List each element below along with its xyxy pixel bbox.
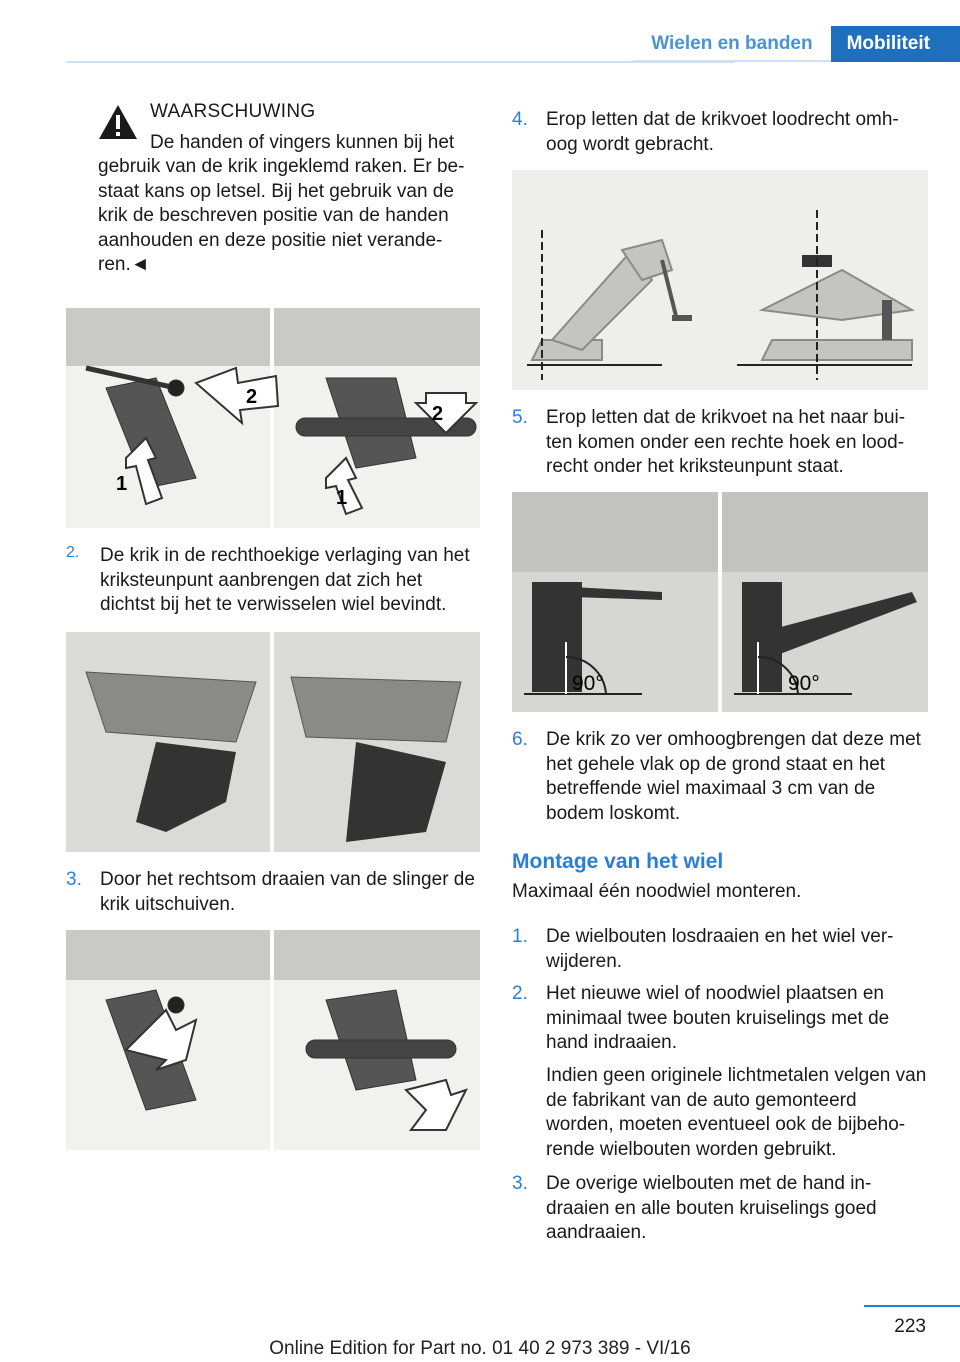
step-4-number: 4. (512, 109, 528, 130)
header-section-tab[interactable]: Wielen en banden (633, 26, 830, 62)
figure-jack-vertical-alignment (512, 170, 928, 390)
step-5-text: Erop letten dat de krikvoet na het naar bui- ten komen onder een rechte hoek en lood- recht onder het kriksteunpunt staat. (546, 407, 906, 477)
section-title: Montage van het wiel (512, 850, 724, 873)
figure-jack-handle-position (66, 308, 480, 528)
warning-line-1: De handen of vingers kunnen bij het (150, 131, 455, 153)
step-6-text: De krik zo ver omhoogbrengen dat deze met het gehele vlak op de grond staat en het betreffende wiel maximaal 3 cm van de bodem loskomt. (546, 729, 921, 824)
mount-step-3-text: De overige wielbouten met de hand in- draaien en alle bouten kruiselings goed aandraaien. (546, 1173, 877, 1243)
figure1-label-c: 2 (432, 403, 444, 425)
left-column (98, 100, 482, 278)
step-3 (66, 868, 480, 917)
figure-jack-right-angle (512, 492, 928, 712)
page-number: 223 (894, 1316, 926, 1337)
warning-triangle-icon (98, 104, 138, 140)
header-tabs (633, 26, 960, 62)
step-5-number: 5. (512, 407, 528, 428)
step-6-number: 6. (512, 729, 528, 750)
mount-step-2-text: Het nieuwe wiel of noodwiel plaatsen en minimaal twee bouten kruiselings met de hand indraaien. (546, 983, 890, 1053)
figure-jack-extending (66, 930, 480, 1150)
footer-edition: Online Edition for Part no. 01 40 2 973 389 - VI/16 (269, 1338, 691, 1359)
mount-step-2-number: 2. (512, 983, 528, 1004)
mount-step-1 (512, 925, 928, 974)
figure5-angle-right: 90° (788, 672, 820, 695)
step-3-number: 3. (66, 869, 82, 890)
mount-step-2-note-text: Indien geen originele lichtmetalen velgen van de fabrikant van de auto gemonteerd worden, moeten eventueel ook de bijbeho- rende wielbouten worden gebruikt. (546, 1065, 927, 1160)
mount-step-1-text: De wielbouten losdraaien en het wiel ver- wijderen. (546, 926, 894, 972)
mount-step-3-number: 3. (512, 1173, 528, 1194)
step-4-text: Erop letten dat de krikvoet loodrecht omh- oog wordt gebracht. (546, 109, 899, 155)
mount-step-2-note (546, 1064, 928, 1162)
warning-block (98, 100, 482, 278)
mount-step-1-number: 1. (512, 926, 528, 947)
figure1-label-d: 1 (336, 487, 348, 509)
step-2-number: 2. (66, 544, 80, 561)
step-2-text: De krik in de rechthoekige verlaging van het kriksteunpunt aanbrengen dat zich het dichtst bij het te verwisselen wiel bevindt. (100, 545, 470, 615)
section-intro: Maximaal één noodwiel monteren. (512, 881, 802, 902)
header-chapter-tab[interactable]: Mobiliteit (831, 26, 960, 62)
figure1-label-a: 1 (116, 473, 128, 495)
warning-title: WAARSCHUWING (150, 101, 316, 122)
mount-step-3 (512, 1172, 928, 1246)
figure-jack-point-recess (66, 632, 480, 852)
figure5-angle-left: 90° (572, 672, 604, 695)
step-3-text: Door het rechtsom draaien van de slinger de krik uitschuiven. (100, 869, 475, 915)
step-4 (512, 108, 928, 157)
mount-step-2 (512, 982, 928, 1056)
step-2 (66, 544, 480, 618)
footer-rule (864, 1305, 960, 1307)
warning-text: gebruik van de krik ingeklemd raken. Er be- staat kans op letsel. Bij het gebruik van de krik de beschreven positie van de handen aanhouden en deze positie niet verande- ren.◄ (98, 156, 465, 275)
step-5 (512, 406, 928, 480)
step-6 (512, 728, 928, 826)
figure1-label-b: 2 (246, 386, 258, 408)
